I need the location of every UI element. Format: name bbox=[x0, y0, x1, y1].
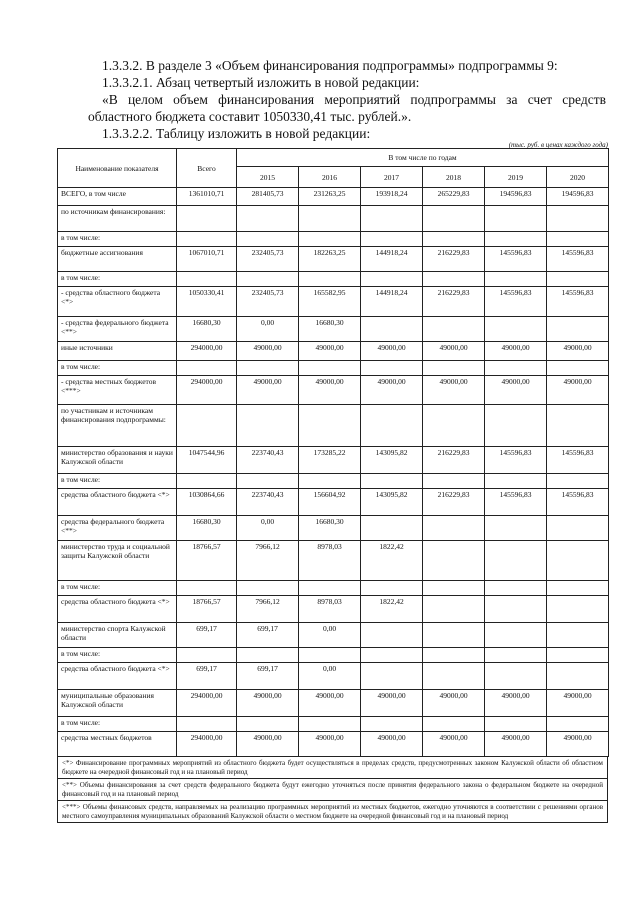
row-year-value bbox=[361, 474, 423, 489]
row-year-value bbox=[485, 717, 547, 732]
row-year-value bbox=[299, 648, 361, 663]
row-label: муниципальные образования Калужской области bbox=[58, 690, 177, 717]
row-year-value: 265229,83 bbox=[423, 188, 485, 206]
financing-table bbox=[57, 148, 609, 757]
row-year-value: 145596,83 bbox=[485, 287, 547, 317]
row-year-value: 49000,00 bbox=[237, 342, 299, 361]
table-row bbox=[58, 516, 609, 541]
table-row bbox=[58, 232, 609, 247]
row-year-value: 223740,43 bbox=[237, 447, 299, 474]
row-label: в том числе: bbox=[58, 648, 177, 663]
row-year-value: 49000,00 bbox=[485, 732, 547, 757]
row-year-value: 49000,00 bbox=[547, 732, 609, 757]
row-total: 699,17 bbox=[177, 663, 237, 690]
row-label: по участникам и источникам финансирования подпрограммы: bbox=[58, 405, 177, 447]
row-year-value: 193918,24 bbox=[361, 188, 423, 206]
row-year-value: 49000,00 bbox=[361, 342, 423, 361]
row-label: в том числе: bbox=[58, 581, 177, 596]
header-total: Всего bbox=[177, 149, 237, 188]
header-year: 2020 bbox=[547, 167, 609, 188]
row-total: 294000,00 bbox=[177, 690, 237, 717]
row-year-value bbox=[237, 232, 299, 247]
row-year-value: 0,00 bbox=[237, 317, 299, 342]
row-label: - средства федерального бюджета <**> bbox=[58, 317, 177, 342]
row-year-value bbox=[485, 623, 547, 648]
row-year-value bbox=[547, 361, 609, 376]
row-year-value bbox=[547, 405, 609, 447]
row-year-value: 49000,00 bbox=[237, 376, 299, 405]
table-row bbox=[58, 690, 609, 717]
row-year-value bbox=[237, 648, 299, 663]
row-year-value bbox=[237, 206, 299, 232]
row-total: 18766,57 bbox=[177, 596, 237, 623]
row-label: средства местных бюджетов bbox=[58, 732, 177, 757]
paragraph-item-3-2-1: 1.3.3.2.1. Абзац четвертый изложить в новой редакции: bbox=[102, 75, 420, 90]
row-total: 699,17 bbox=[177, 623, 237, 648]
row-year-value bbox=[547, 272, 609, 287]
row-year-value bbox=[423, 581, 485, 596]
table-row bbox=[58, 247, 609, 272]
row-total: 294000,00 bbox=[177, 342, 237, 361]
row-total: 1030864,66 bbox=[177, 489, 237, 516]
row-year-value: 16680,30 bbox=[299, 317, 361, 342]
header-year: 2016 bbox=[299, 167, 361, 188]
row-year-value: 7966,12 bbox=[237, 541, 299, 581]
row-year-value: 223740,43 bbox=[237, 489, 299, 516]
row-year-value: 173285,22 bbox=[299, 447, 361, 474]
row-year-value bbox=[423, 516, 485, 541]
row-total bbox=[177, 648, 237, 663]
row-year-value: 144918,24 bbox=[361, 287, 423, 317]
table-row bbox=[58, 376, 609, 405]
row-year-value bbox=[423, 663, 485, 690]
row-year-value bbox=[299, 232, 361, 247]
row-total: 16680,30 bbox=[177, 317, 237, 342]
row-year-value: 0,00 bbox=[299, 623, 361, 648]
row-year-value: 1822,42 bbox=[361, 541, 423, 581]
row-label: в том числе: bbox=[58, 232, 177, 247]
row-label: министерство труда и социальной защиты Калужской области bbox=[58, 541, 177, 581]
row-year-value: 49000,00 bbox=[485, 690, 547, 717]
row-year-value bbox=[547, 474, 609, 489]
row-year-value bbox=[547, 623, 609, 648]
row-year-value bbox=[547, 596, 609, 623]
table-row bbox=[58, 732, 609, 757]
paragraph-quote-line-1: «В целом объем финансирования мероприятий подпрограммы за счет средств bbox=[102, 92, 606, 107]
row-total: 1067010,71 bbox=[177, 247, 237, 272]
row-year-value: 49000,00 bbox=[423, 376, 485, 405]
row-year-value: 16680,30 bbox=[299, 516, 361, 541]
row-total: 294000,00 bbox=[177, 732, 237, 757]
row-year-value bbox=[485, 405, 547, 447]
row-total: 1047544,96 bbox=[177, 447, 237, 474]
row-total: 1361010,71 bbox=[177, 188, 237, 206]
row-year-value bbox=[423, 317, 485, 342]
row-year-value bbox=[485, 516, 547, 541]
row-year-value bbox=[299, 272, 361, 287]
row-year-value bbox=[299, 717, 361, 732]
row-year-value: 145596,83 bbox=[547, 489, 609, 516]
row-year-value: 49000,00 bbox=[485, 376, 547, 405]
row-year-value bbox=[423, 232, 485, 247]
footnote-regional-budget: <*> Финансирование программных мероприятий из областного бюджета будет осуществляться в пределах средств, предусмотренных законом Калужской области об областном бюджете на очередной финансовый год и на плановый период bbox=[57, 757, 608, 779]
row-year-value bbox=[485, 648, 547, 663]
row-year-value: 7966,12 bbox=[237, 596, 299, 623]
row-year-value bbox=[547, 232, 609, 247]
row-year-value: 0,00 bbox=[299, 663, 361, 690]
row-year-value: 232405,73 bbox=[237, 287, 299, 317]
row-year-value bbox=[423, 717, 485, 732]
row-total bbox=[177, 232, 237, 247]
row-year-value bbox=[299, 581, 361, 596]
row-total: 16680,30 bbox=[177, 516, 237, 541]
table-row bbox=[58, 361, 609, 376]
table-row bbox=[58, 489, 609, 516]
row-label: ВСЕГО, в том числе bbox=[58, 188, 177, 206]
row-year-value: 49000,00 bbox=[299, 376, 361, 405]
row-total bbox=[177, 405, 237, 447]
row-label: в том числе: bbox=[58, 474, 177, 489]
row-year-value: 8978,03 bbox=[299, 541, 361, 581]
row-label: средства федерального бюджета <**> bbox=[58, 516, 177, 541]
row-year-value bbox=[361, 516, 423, 541]
table-row bbox=[58, 623, 609, 648]
row-year-value bbox=[485, 663, 547, 690]
row-year-value bbox=[237, 581, 299, 596]
row-year-value bbox=[237, 361, 299, 376]
table-row bbox=[58, 581, 609, 596]
row-year-value: 145596,83 bbox=[547, 287, 609, 317]
row-year-value: 49000,00 bbox=[299, 342, 361, 361]
footnote-federal-budget: <**> Объемы финансирования за счет средств федерального бюджета будут ежегодно уточняться после принятия федерального закона о федеральном бюджете на очередной финансовый год и на плановый период bbox=[57, 779, 608, 801]
table-row bbox=[58, 447, 609, 474]
table-row bbox=[58, 648, 609, 663]
header-year: 2017 bbox=[361, 167, 423, 188]
row-year-value: 49000,00 bbox=[361, 690, 423, 717]
row-year-value: 49000,00 bbox=[237, 732, 299, 757]
row-year-value bbox=[485, 272, 547, 287]
row-year-value: 216229,83 bbox=[423, 247, 485, 272]
row-year-value: 143095,82 bbox=[361, 447, 423, 474]
row-label: иные источники bbox=[58, 342, 177, 361]
row-year-value: 231263,25 bbox=[299, 188, 361, 206]
row-year-value: 49000,00 bbox=[361, 376, 423, 405]
paragraph-section-3: 1.3.3.2. В разделе 3 «Объем финансирования подпрограммы» подпрограммы 9: bbox=[102, 58, 558, 73]
row-year-value bbox=[423, 541, 485, 581]
row-year-value: 144918,24 bbox=[361, 247, 423, 272]
row-year-value bbox=[423, 272, 485, 287]
row-year-value: 49000,00 bbox=[299, 690, 361, 717]
row-year-value: 49000,00 bbox=[547, 342, 609, 361]
row-year-value: 49000,00 bbox=[237, 690, 299, 717]
row-year-value bbox=[361, 361, 423, 376]
header-year: 2018 bbox=[423, 167, 485, 188]
row-year-value: 145596,83 bbox=[547, 247, 609, 272]
row-year-value bbox=[423, 596, 485, 623]
row-year-value bbox=[237, 717, 299, 732]
row-year-value bbox=[237, 405, 299, 447]
table-row bbox=[58, 474, 609, 489]
footnote-local-budgets: <***> Объемы финансовых средств, направляемых на реализацию программных мероприятий из местных бюджетов, ежегодно уточняются в соответствии с решениями органов местного самоуправления муниципальных образований Калужской области о местном бюджете на очередной финансовый год и на плановый период bbox=[57, 801, 608, 823]
row-year-value: 49000,00 bbox=[423, 732, 485, 757]
row-year-value bbox=[423, 206, 485, 232]
row-year-value: 49000,00 bbox=[423, 342, 485, 361]
row-total bbox=[177, 717, 237, 732]
row-label: в том числе: bbox=[58, 272, 177, 287]
row-year-value bbox=[485, 596, 547, 623]
row-year-value: 281405,73 bbox=[237, 188, 299, 206]
row-year-value: 145596,83 bbox=[547, 447, 609, 474]
row-year-value bbox=[361, 405, 423, 447]
row-year-value: 49000,00 bbox=[361, 732, 423, 757]
row-year-value bbox=[299, 474, 361, 489]
row-year-value: 49000,00 bbox=[299, 732, 361, 757]
row-label: средства областного бюджета <*> bbox=[58, 596, 177, 623]
row-year-value: 1822,42 bbox=[361, 596, 423, 623]
row-year-value bbox=[547, 663, 609, 690]
row-total bbox=[177, 581, 237, 596]
table-footnotes bbox=[57, 757, 608, 823]
row-year-value bbox=[361, 717, 423, 732]
row-year-value bbox=[485, 361, 547, 376]
row-year-value: 8978,03 bbox=[299, 596, 361, 623]
row-total bbox=[177, 206, 237, 232]
row-year-value: 49000,00 bbox=[423, 690, 485, 717]
row-year-value bbox=[299, 405, 361, 447]
row-year-value bbox=[299, 206, 361, 232]
row-total: 1050330,41 bbox=[177, 287, 237, 317]
row-year-value: 699,17 bbox=[237, 663, 299, 690]
row-year-value: 194596,83 bbox=[547, 188, 609, 206]
row-year-value bbox=[423, 361, 485, 376]
row-year-value bbox=[485, 581, 547, 596]
row-year-value bbox=[547, 317, 609, 342]
row-year-value: 143095,82 bbox=[361, 489, 423, 516]
row-year-value: 232405,73 bbox=[237, 247, 299, 272]
row-year-value bbox=[485, 541, 547, 581]
row-year-value bbox=[485, 474, 547, 489]
row-year-value: 182263,25 bbox=[299, 247, 361, 272]
row-year-value bbox=[423, 623, 485, 648]
row-year-value bbox=[423, 648, 485, 663]
row-year-value bbox=[547, 541, 609, 581]
row-year-value bbox=[547, 717, 609, 732]
row-year-value bbox=[361, 317, 423, 342]
row-year-value: 145596,83 bbox=[485, 447, 547, 474]
row-year-value: 699,17 bbox=[237, 623, 299, 648]
table-row bbox=[58, 541, 609, 581]
row-label: бюджетные ассигнования bbox=[58, 247, 177, 272]
row-year-value bbox=[485, 206, 547, 232]
row-label: - средства местных бюджетов <***> bbox=[58, 376, 177, 405]
row-year-value bbox=[361, 232, 423, 247]
row-year-value bbox=[423, 405, 485, 447]
row-year-value bbox=[547, 206, 609, 232]
row-year-value: 0,00 bbox=[237, 516, 299, 541]
row-year-value: 156604,92 bbox=[299, 489, 361, 516]
row-label: министерство образования и науки Калужской области bbox=[58, 447, 177, 474]
table-row bbox=[58, 317, 609, 342]
row-year-value: 145596,83 bbox=[485, 247, 547, 272]
row-total bbox=[177, 272, 237, 287]
row-total: 294000,00 bbox=[177, 376, 237, 405]
row-label: министерство спорта Калужской области bbox=[58, 623, 177, 648]
table-row bbox=[58, 663, 609, 690]
table-unit-note: (тыс. руб. в ценах каждого года) bbox=[508, 141, 608, 149]
table-row bbox=[58, 596, 609, 623]
header-name: Наименование показателя bbox=[58, 149, 177, 188]
table-row bbox=[58, 206, 609, 232]
row-year-value bbox=[361, 206, 423, 232]
row-label: в том числе: bbox=[58, 361, 177, 376]
row-year-value bbox=[547, 648, 609, 663]
row-year-value bbox=[361, 663, 423, 690]
table-row bbox=[58, 405, 609, 447]
row-total bbox=[177, 361, 237, 376]
row-year-value bbox=[361, 581, 423, 596]
row-year-value bbox=[361, 272, 423, 287]
table-row bbox=[58, 342, 609, 361]
row-label: средства областного бюджета <*> bbox=[58, 663, 177, 690]
row-total bbox=[177, 474, 237, 489]
header-years-group: В том числе по годам bbox=[237, 149, 609, 167]
row-year-value bbox=[485, 317, 547, 342]
row-year-value: 49000,00 bbox=[547, 690, 609, 717]
row-year-value bbox=[299, 361, 361, 376]
row-year-value: 216229,83 bbox=[423, 489, 485, 516]
header-year: 2019 bbox=[485, 167, 547, 188]
row-year-value bbox=[361, 623, 423, 648]
row-year-value bbox=[237, 272, 299, 287]
table-row bbox=[58, 287, 609, 317]
row-total: 18766,57 bbox=[177, 541, 237, 581]
row-label: по источникам финансирования: bbox=[58, 206, 177, 232]
row-label: - средства областного бюджета <*> bbox=[58, 287, 177, 317]
row-year-value: 49000,00 bbox=[547, 376, 609, 405]
table-row bbox=[58, 717, 609, 732]
table-row bbox=[58, 188, 609, 206]
paragraph-item-3-2-2: 1.3.3.2.2. Таблицу изложить в новой редакции: bbox=[102, 126, 371, 141]
row-year-value bbox=[485, 232, 547, 247]
row-label: средства областного бюджета <*> bbox=[58, 489, 177, 516]
row-year-value: 165582,95 bbox=[299, 287, 361, 317]
row-year-value: 216229,83 bbox=[423, 447, 485, 474]
row-label: в том числе: bbox=[58, 717, 177, 732]
paragraph-quote-line-2: областного бюджета составит 1050330,41 тыс. рублей.». bbox=[88, 109, 412, 124]
row-year-value: 194596,83 bbox=[485, 188, 547, 206]
row-year-value bbox=[361, 648, 423, 663]
header-year: 2015 bbox=[237, 167, 299, 188]
row-year-value: 49000,00 bbox=[485, 342, 547, 361]
row-year-value: 216229,83 bbox=[423, 287, 485, 317]
row-year-value: 145596,83 bbox=[485, 489, 547, 516]
row-year-value bbox=[237, 474, 299, 489]
row-year-value bbox=[547, 581, 609, 596]
row-year-value bbox=[547, 516, 609, 541]
row-year-value bbox=[423, 474, 485, 489]
table-row bbox=[58, 272, 609, 287]
